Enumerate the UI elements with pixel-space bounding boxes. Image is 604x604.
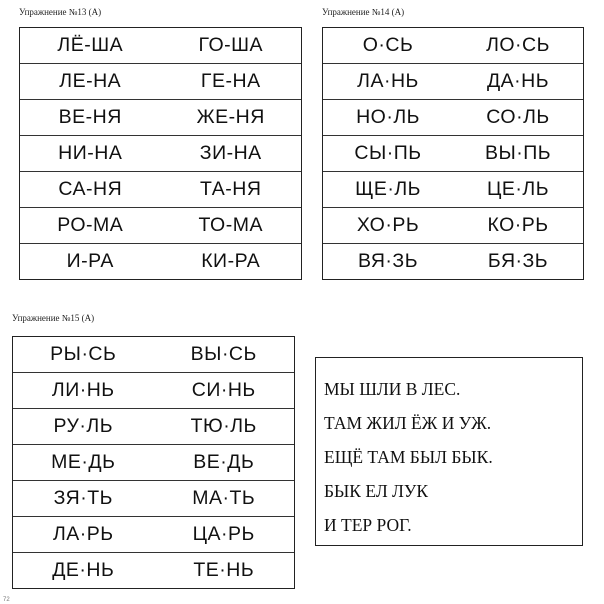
table-row: [20, 136, 301, 172]
table-row: [20, 100, 301, 136]
syllable-word: ГЕ-НА: [200, 70, 261, 92]
exercise-14-title: Упражнение №14 (А): [322, 7, 405, 17]
syllable-word: ЛА·РЬ: [52, 523, 114, 545]
syllable-word: ТО-МА: [198, 214, 263, 236]
exercise-14-table: [322, 27, 584, 280]
table-row: [13, 445, 294, 481]
syllable-word: ЗИ-НА: [199, 142, 262, 164]
syllable-word: ЗЯ·ТЬ: [53, 487, 113, 509]
syllable-word: ЛИ·НЬ: [51, 379, 115, 401]
syllable-word: СЫ·ПЬ: [354, 142, 422, 164]
reading-line: БЫК ЕЛ ЛУК: [324, 481, 428, 501]
table-row: [13, 553, 294, 588]
page-number: 72: [3, 597, 10, 603]
syllable-word: НО·ЛЬ: [356, 106, 420, 128]
syllable-word: КИ-РА: [201, 250, 261, 272]
reading-text-box: [315, 357, 583, 546]
table-row: [20, 28, 301, 64]
syllable-word: ДА·НЬ: [486, 70, 550, 92]
syllable-word: ДЕ·НЬ: [52, 559, 115, 581]
table-row: [323, 136, 583, 172]
exercise-15-table: [12, 336, 295, 589]
syllable-word: ЦА·РЬ: [192, 523, 255, 545]
syllable-word: ВЫ·СЬ: [190, 343, 257, 365]
table-row: [20, 172, 301, 208]
syllable-word: ЛЕ-НА: [59, 70, 122, 92]
syllable-word: И-РА: [66, 250, 114, 272]
table-row: [323, 100, 583, 136]
exercise-13-title: Упражнение №13 (А): [19, 7, 102, 17]
syllable-word: ЛЁ-ША: [57, 34, 124, 56]
syllable-word: РУ·ЛЬ: [53, 415, 114, 437]
syllable-word: РО-МА: [57, 214, 124, 236]
reading-line: МЫ ШЛИ В ЛЕС.: [324, 379, 461, 399]
syllable-word: СА-НЯ: [58, 178, 123, 200]
table-row: [323, 208, 583, 244]
syllable-word: ГО-ША: [198, 34, 263, 56]
reading-line: ТАМ ЖИЛ ЁЖ И УЖ.: [324, 413, 492, 433]
syllable-word: ТЕ·НЬ: [193, 559, 255, 581]
syllable-word: МЕ·ДЬ: [51, 451, 116, 473]
table-row: [13, 517, 294, 553]
syllable-word: ВЕ-НЯ: [58, 106, 122, 128]
syllable-word: ТЮ·ЛЬ: [190, 415, 257, 437]
syllable-word: СИ·НЬ: [191, 379, 256, 401]
reading-line: И ТЕР РОГ.: [324, 515, 412, 535]
syllable-word: РЫ·СЬ: [50, 343, 117, 365]
table-row: [13, 337, 294, 373]
syllable-word: ЛО·СЬ: [486, 34, 550, 56]
syllable-word: ВЯ·ЗЬ: [357, 250, 418, 272]
syllable-word: БЯ·ЗЬ: [487, 250, 549, 272]
exercise-15-title: Упражнение №15 (А): [12, 313, 95, 323]
table-row: [13, 409, 294, 445]
syllable-word: НИ-НА: [58, 142, 123, 164]
syllable-word: СО·ЛЬ: [486, 106, 550, 128]
syllable-word: ЖЕ-НЯ: [196, 106, 265, 128]
table-row: [323, 172, 583, 208]
table-row: [323, 28, 583, 64]
reading-line: ЕЩЁ ТАМ БЫЛ БЫК.: [324, 447, 493, 467]
syllable-word: ЛА·НЬ: [357, 70, 419, 92]
syllable-word: КО·РЬ: [487, 214, 549, 236]
syllable-word: О·СЬ: [362, 34, 414, 56]
syllable-word: ЦЕ·ЛЬ: [486, 178, 550, 200]
syllable-word: ТА-НЯ: [200, 178, 262, 200]
table-row: [323, 244, 583, 279]
table-row: [323, 64, 583, 100]
syllable-word: ВЫ·ПЬ: [484, 142, 552, 164]
table-row: [20, 64, 301, 100]
syllable-word: ВЕ·ДЬ: [193, 451, 255, 473]
syllable-word: ЩЕ·ЛЬ: [355, 178, 421, 200]
table-row: [13, 481, 294, 517]
table-row: [20, 208, 301, 244]
exercise-13-table: [19, 27, 302, 280]
table-row: [13, 373, 294, 409]
syllable-word: МА·ТЬ: [192, 487, 256, 509]
table-row: [20, 244, 301, 279]
syllable-word: ХО·РЬ: [356, 214, 420, 236]
